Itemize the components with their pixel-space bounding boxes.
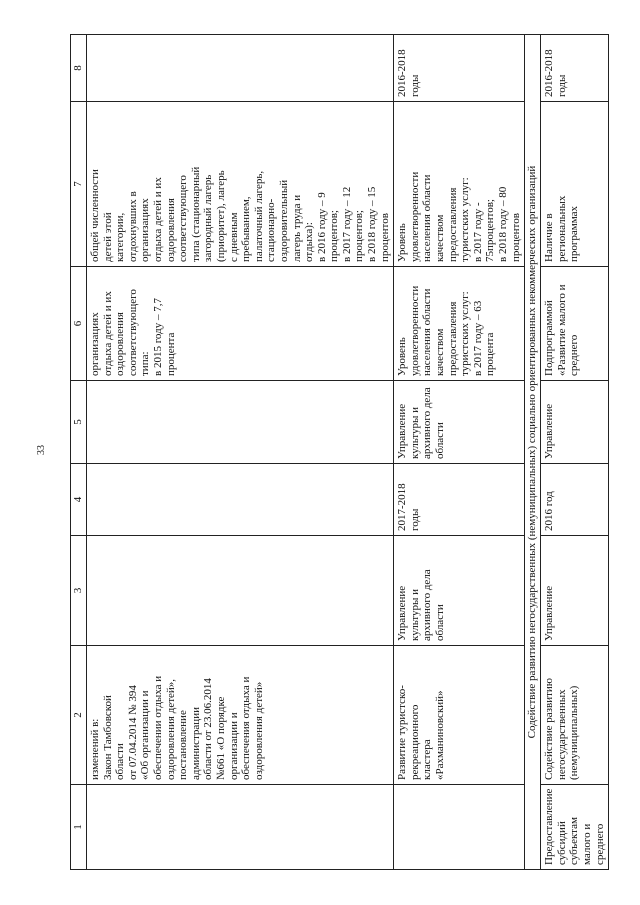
col-num-1: 1 — [71, 785, 87, 870]
cell: Управление — [541, 536, 609, 646]
cell: Развитие туристско- рекреационного кластера «Рахманиновский» — [394, 646, 525, 785]
table-row — [394, 35, 525, 870]
cell: 2017-2018 годы — [394, 464, 525, 536]
cell: Управление культуры и архивного дела области — [394, 381, 525, 464]
table-row — [541, 35, 609, 870]
cell — [87, 381, 394, 464]
cell: Содействие развитию негосударственных (немуниципальных) — [541, 646, 609, 785]
section-row — [525, 35, 541, 870]
col-num-6: 6 — [71, 267, 87, 381]
cell — [87, 35, 394, 102]
section-title: Содействие развитию негосударственных (немуниципальных) социально ориентированных некоммерческих организаций — [525, 35, 541, 870]
cell: Уровень удовлетворенности населения области качеством предоставления туристских услуг: в 2017 году - 75процентов; в 2018 году – 80 процентов — [394, 102, 525, 267]
col-num-2: 2 — [71, 646, 87, 785]
col-num-3: 3 — [71, 536, 87, 646]
cell: Наличие в региональных программах — [541, 102, 609, 267]
cell: Управление — [541, 381, 609, 464]
cell: 2016 год — [541, 464, 609, 536]
cell: 2016-2018 годы — [394, 35, 525, 102]
cell: 2016-2018 годы — [541, 35, 609, 102]
cell: организациях отдыха детей и их оздоровления соответствующего типа: в 2015 году – 7,7 процента — [87, 267, 394, 381]
page-number: 33 — [36, 445, 47, 455]
cell: Уровень удовлетворенности населения области качеством предоставления туристских услуг: в 2017 году – 63 процента — [394, 267, 525, 381]
col-num-5: 5 — [71, 381, 87, 464]
rotated-page — [70, 35, 606, 870]
cell: Предоставление субсидий субъектам малого и среднего — [541, 785, 609, 870]
cell — [87, 464, 394, 536]
col-num-7: 7 — [71, 102, 87, 267]
cell — [394, 785, 525, 870]
cell — [87, 785, 394, 870]
column-numbers-row — [71, 35, 87, 870]
cell — [87, 536, 394, 646]
measures-table — [70, 34, 609, 870]
cell: изменений в: Закон Тамбовской области от 07.04.2014 № 394 «Об организации и обеспечении отдыха и оздоровления детей», постановление администрации области от 23.06.2014 №661 «О порядке организации и обеспечения отдыха и оздоровления детей» — [87, 646, 394, 785]
cell: общей численности детей этой категории, отдохнувших в организациях отдыха детей и их оздоровления соответствующего типа (стационарный загородный лагерь (приоритет), лагерь с дневным пребыванием, палаточный лагерь, стационарно- оздоровительный лагерь труда и отдыха): в 2016 году – 9 процентов; в 2017 году – 12 процентов; в 2018 году – 15 процентов — [87, 102, 394, 267]
col-num-4: 4 — [71, 464, 87, 536]
table-row — [87, 35, 394, 870]
cell: Управление культуры и архивного дела области — [394, 536, 525, 646]
cell: Подпрограммой «Развитие малого и среднего — [541, 267, 609, 381]
col-num-8: 8 — [71, 35, 87, 102]
